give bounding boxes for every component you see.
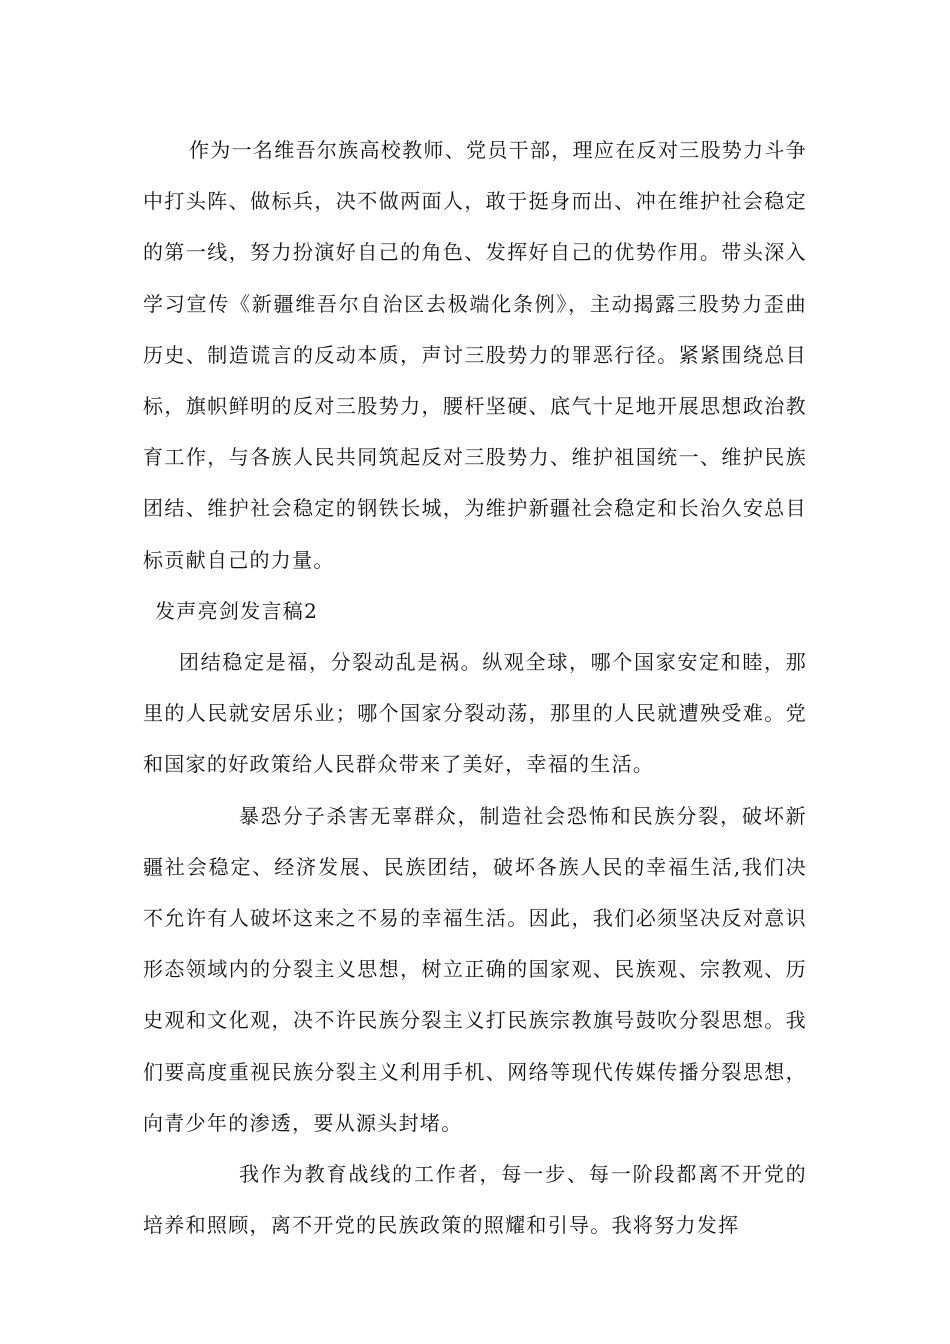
paragraph-2: 团结稳定是福，分裂动乱是祸。纵观全球，哪个国家安定和睦，那里的人民就安居乐业；哪个国家分裂动荡，那里的人民就遭殃受难。党和国家的好政策给人民群众带来了美好，幸福的生活。 <box>143 650 807 777</box>
document-body <box>143 125 807 1251</box>
paragraph-1: 作为一名维吾尔族高校教师、党员干部，理应在反对三股势力斗争中打头阵、做标兵，决不做两面人，敢于挺身而出、冲在维护社会稳定的第一线，努力扮演好自己的角色、发挥好自己的优势作用。带头深入学习宣传《新疆维吾尔自治区去极端化条例》，主动揭露三股势力歪曲历史、制造谎言的反动本质，声讨三股势力的罪恶行径。紧紧围绕总目标，旗帜鲜明的反对三股势力，腰杆坚硬、底气十足地开展思想政治教育工作，与各族人民共同筑起反对三股势力、维护祖国统一、维护民族团结、维护社会稳定的钢铁长城，为维护新疆社会稳定和长治久安总目标贡献自己的力量。 <box>143 138 807 572</box>
paragraph-4: 我作为教育战线的工作者，每一步、每一阶段都离不开党的培养和照顾，离不开党的民族政策的照耀和引导。我将努力发挥 <box>143 1162 807 1238</box>
paragraph-3: 暴恐分子杀害无辜群众，制造社会恐怖和民族分裂，破坏新疆社会稳定、经济发展、民族团结，破坏各族人民的幸福生活,我们决不允许有人破坏这来之不易的幸福生活。因此，我们必须坚决反对意识形态领域内的分裂主义思想，树立正确的国家观、民族观、宗教观、历史观和文化观，决不许民族分裂主义打民族宗教旗号鼓吹分裂思想。我们要高度重视民族分裂主义利用手机、网络等现代传媒传播分裂思想，向青少年的渗透，要从源头封堵。 <box>143 803 807 1135</box>
section-heading: 发声亮剑发言稿2 <box>155 598 319 623</box>
